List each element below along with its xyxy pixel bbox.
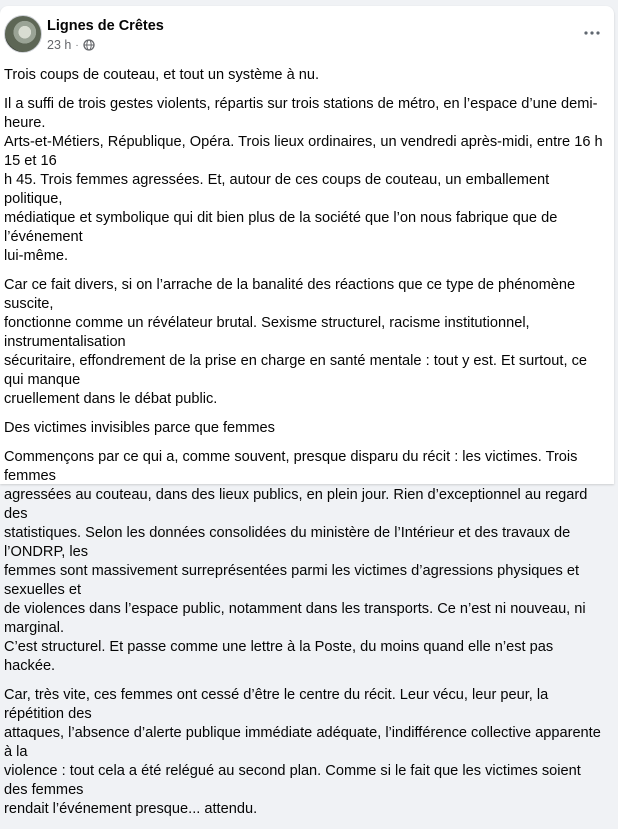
post-card [0,6,614,817]
globe-icon[interactable] [83,39,95,51]
author-name[interactable]: Lignes de Crêtes [47,18,164,34]
post-paragraph: Commençons par ce qui a, comme souvent, presque disparu du récit : les victimes. Trois femmes agressées au couteau, dans des lieux publics, en plein jour. Rien d’exceptionnel au regard des statistiques. Selon les données consolidées du ministère de l’Intérieur et des travaux de l’ONDRP, les femmes sont massivement surreprésentées parmi les victimes d’agressions physiques et sexuelles et de violences dans l’espace public, notamment dans les transports. Ce n’est ni nouveau, ni marginal. C’est structurel. Et passe comme une lettre à la Poste, du moins quand elle n’est pas hackée. [4,449,588,674]
post-body [4,66,608,829]
post-time[interactable]: 23 h [47,38,72,52]
post-subheading: Des victimes invisibles parce que femmes [4,420,275,436]
post-meta [47,38,95,52]
post-paragraph: Car ce fait divers, si on l’arrache de la banalité des réactions que ce type de phénomène suscite, fonctionne comme un révélateur brutal. Sexisme structurel, racisme institutionnel, instrumentalisation sécuritaire, effondrement de la prise en charge en santé mentale : tout y est. Et surtout, ce qui manque cruellement dans le débat public. [4,277,587,407]
avatar[interactable] [4,15,42,53]
more-options-icon[interactable] [578,22,606,44]
post-paragraph: Trois coups de couteau, et tout un système à nu. [4,67,320,83]
post-paragraph: Il a suffi de trois gestes violents, répartis sur trois stations de métro, en l’espace d’une demi-heure. Arts-et-Métiers, République, Opéra. Trois lieux ordinaires, un vendredi après-midi, entre 16 h 15 et 16 h 45. Trois femmes agressées. Et, autour de ces coups de couteau, un emballement politique, médiatique et symbolique qui dit bien plus de la société que l’on nous fabrique que de l’événement lui-même. [4,96,603,264]
post-paragraph: Car, très vite, ces femmes ont cessé d’être le centre du récit. Leur vécu, leur peur, la répétition des attaques, l’absence d’alerte publique immédiate adéquate, l’indifférence collective apparente à la violence : tout cela a été relégué au second plan. Comme si le fait que les victimes soient des femmes rendait l’événement presque... attendu. [4,687,601,817]
meta-separator: · [75,39,79,51]
post-header [0,6,614,60]
